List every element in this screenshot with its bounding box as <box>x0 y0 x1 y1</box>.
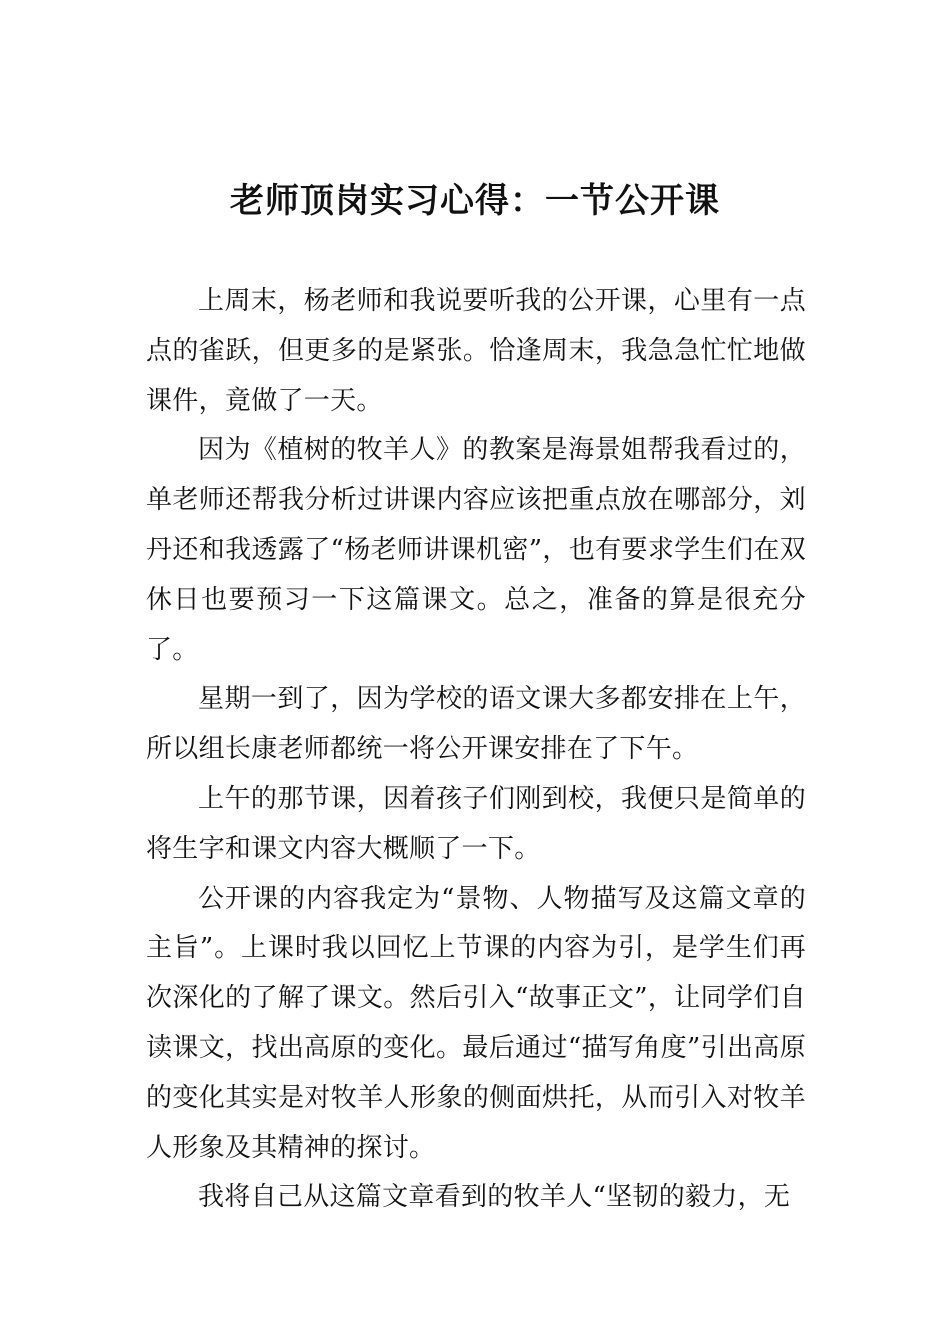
document-title: 老师顶岗实习心得：一节公开课 <box>230 181 720 221</box>
paragraph: 我将自己从这篇文章看到的牧羊人“坚韧的毅力，无 <box>198 1182 791 1213</box>
paragraph: 上午的那节课，因着孩子们刚到校，我便只是简单的将生字和课文内容大概顺了一下。 <box>146 783 806 864</box>
paragraph: 因为《植树的牧羊人》的教案是海景姐帮我看过的，单老师还帮我分析过讲课内容应该把重点放在哪部分，刘丹还和我透露了“杨老师讲课机密”，也有要求学生们在双休日也要预习一下这篇课文。总之，准备的算是很充分了。 <box>146 435 806 665</box>
paragraph: 星期一到了，因为学校的语文课大多都安排在上午，所以组长康老师都统一将公开课安排在了下午。 <box>146 684 806 765</box>
document-body <box>146 277 806 1223</box>
paragraph: 上周末，杨老师和我说要听我的公开课，心里有一点点的雀跃，但更多的是紧张。恰逢周末，我急急忙忙地做课件，竟做了一天。 <box>146 286 806 416</box>
paragraph: 公开课的内容我定为“景物、人物描写及这篇文章的主旨”。上课时我以回忆上节课的内容为引，是学生们再次深化的了解了课文。然后引入“故事正文”，让同学们自读课文，找出高原的变化。最后通过“描写角度”引出高原的变化其实是对牧羊人形象的侧面烘托，从而引入对牧羊人形象及其精神的探讨。 <box>146 883 806 1163</box>
